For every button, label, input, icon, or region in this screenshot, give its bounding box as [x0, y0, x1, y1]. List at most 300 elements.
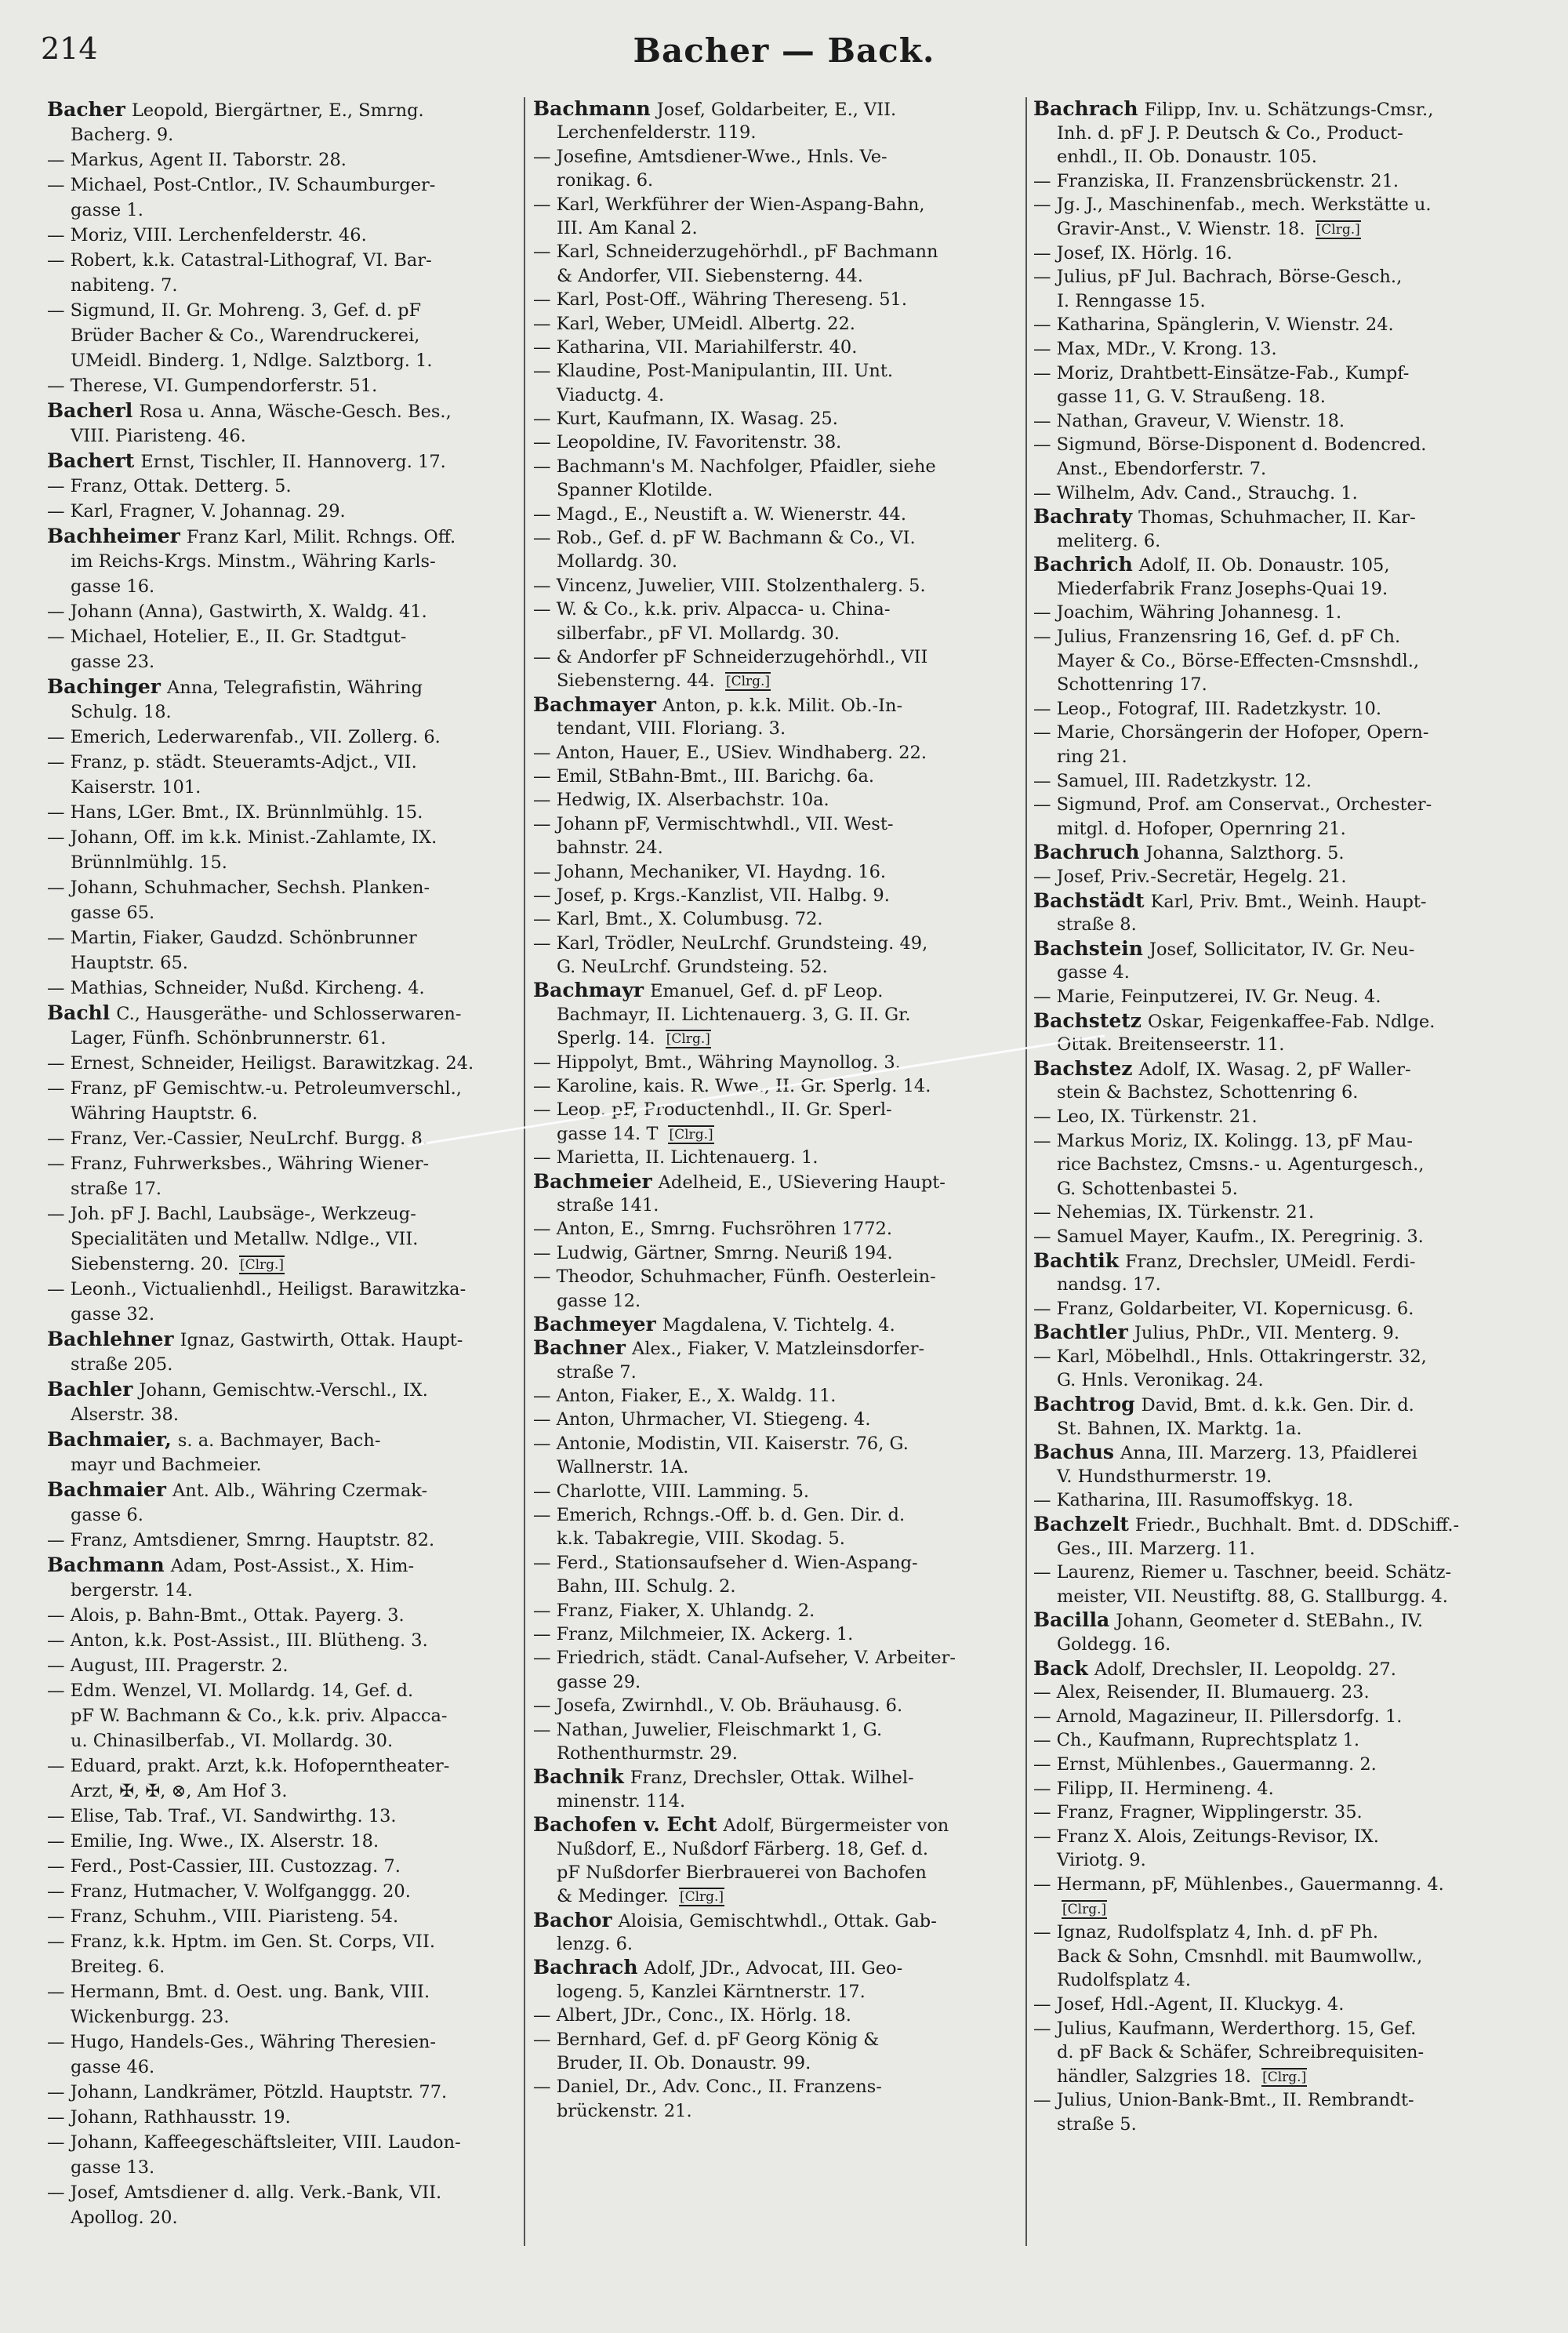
directory-line: Viaductg. 4.	[557, 384, 665, 405]
directory-line: Bachruch Johanna, Salzthorg. 5.	[1033, 841, 1345, 864]
directory-column-2	[533, 97, 1019, 2123]
directory-line: — Leo, IX. Türkenstr. 21.	[1033, 1106, 1258, 1127]
directory-line: — Martin, Fiaker, Gaudzd. Schönbrunner	[47, 928, 417, 948]
directory-line: gasse 14. T [Clrg.]	[557, 1123, 713, 1144]
directory-line: — Karl, Bmt., X. Columbusg. 72.	[533, 909, 823, 930]
surname-heading: Back	[1033, 1656, 1088, 1680]
directory-line: — Hugo, Handels-Ges., Währing Theresien-	[47, 2032, 437, 2052]
directory-line: — Anton, Fiaker, E., X. Waldg. 11.	[533, 1386, 837, 1407]
directory-line: — Kurt, Kaufmann, IX. Wasag. 25.	[533, 409, 838, 430]
directory-line: Bachstädt Karl, Priv. Bmt., Weinh. Haupt-	[1033, 889, 1427, 912]
directory-line: im Reichs-Krgs. Minstm., Währing Karls-	[71, 551, 436, 572]
directory-line: Mollardg. 30.	[557, 551, 678, 572]
surname-heading: Bachor	[533, 1908, 612, 1931]
directory-line: gasse 13.	[71, 2157, 155, 2178]
directory-line: Bachmayer Anton, p. k.k. Milit. Ob.-In-	[533, 692, 903, 716]
directory-line: — Alex, Reisender, II. Blumauerg. 23.	[1033, 1682, 1370, 1703]
directory-line: Bachner Alex., Fiaker, V. Matzleinsdorfer-	[533, 1336, 925, 1360]
directory-line: Bachzelt Friedr., Buchhalt. Bmt. d. DDSchiff.-	[1033, 1513, 1460, 1536]
clearing-badge: [Clrg.]	[666, 1031, 710, 1048]
directory-line: Bachler Johann, Gemischtw.-Verschl., IX.	[47, 1378, 428, 1401]
directory-line: — Alois, p. Bahn-Bmt., Ottak. Payerg. 3.	[47, 1605, 405, 1626]
directory-line: — Marie, Chorsängerin der Hofoper, Opern-	[1033, 722, 1429, 743]
directory-line: — Karl, Post-Off., Währing Thereseng. 51.	[533, 289, 907, 311]
surname-heading: Bachler	[47, 1378, 133, 1401]
directory-line: — Albert, JDr., Conc., IX. Hörlg. 18.	[533, 2005, 851, 2026]
directory-line: ring 21.	[1057, 747, 1127, 768]
directory-line: Lerchenfelderstr. 119.	[557, 122, 757, 144]
surname-heading: Bachstädt	[1033, 889, 1145, 912]
directory-line: Viriotg. 9.	[1057, 1850, 1146, 1871]
directory-line: — Franz, Milchmeier, IX. Ackerg. 1.	[533, 1624, 854, 1644]
directory-line: Rothenthurmstr. 29.	[557, 1742, 738, 1764]
directory-line: — Nehemias, IX. Türkenstr. 21.	[1033, 1202, 1315, 1223]
directory-line: Bachrich Adolf, II. Ob. Donaustr. 105,	[1033, 553, 1390, 576]
directory-line: Bacilla Johann, Geometer d. StEBahn., IV.	[1033, 1608, 1424, 1632]
directory-line: — Franziska, II. Franzensbrückenstr. 21.	[1033, 170, 1399, 191]
directory-line: straße 141.	[557, 1194, 659, 1216]
directory-line: — Hedwig, IX. Alserbachstr. 10a.	[533, 790, 829, 811]
directory-line: — Johann, Schuhmacher, Sechsh. Planken-	[47, 878, 430, 898]
column-divider	[1025, 97, 1027, 2246]
surname-heading: Bachus	[1033, 1441, 1114, 1464]
directory-line: — Daniel, Dr., Adv. Conc., II. Franzens-	[533, 2077, 882, 2098]
directory-line: Brünnlmühlg. 15.	[71, 852, 227, 873]
directory-line: — Franz, Fuhrwerksbes., Währing Wiener-	[47, 1154, 430, 1174]
directory-line: — Antonie, Modistin, VII. Kaiserstr. 76, G.	[533, 1433, 909, 1454]
directory-line: — Josef, Hdl.-Agent, II. Kluckyg. 4.	[1033, 1993, 1345, 2015]
directory-line: — Nathan, Graveur, V. Wienstr. 18.	[1033, 410, 1345, 431]
directory-line: Lager, Fünfh. Schönbrunnerstr. 61.	[71, 1028, 387, 1048]
directory-line: straße 7.	[557, 1361, 637, 1383]
directory-line: — Eduard, prakt. Arzt, k.k. Hofoperntheater-	[47, 1756, 450, 1776]
directory-line: — Katharina, Spänglerin, V. Wienstr. 24.	[1033, 314, 1394, 336]
surname-heading: Bachmeyer	[533, 1312, 656, 1335]
directory-line: — Hermann, pF, Mühlenbes., Gauermanng. 4.	[1033, 1873, 1444, 1895]
surname-heading: Bachrich	[1033, 553, 1133, 576]
directory-line: — Katharina, III. Rasumoffskyg. 18.	[1033, 1490, 1354, 1511]
directory-line: gasse 65.	[71, 903, 155, 923]
directory-line: — Ernest, Schneider, Heiligst. Barawitzkag. 24.	[47, 1053, 474, 1074]
directory-line: Bachmaier, s. a. Bachmayer, Bach-	[47, 1428, 381, 1451]
directory-line: G. Schottenbastei 5.	[1057, 1178, 1238, 1199]
directory-column-1	[47, 97, 521, 2230]
surname-heading: Bachmann	[47, 1554, 165, 1576]
directory-line: — Leonh., Victualienhdl., Heiligst. Barawitzka-	[47, 1279, 466, 1299]
directory-line: Bacherl Rosa u. Anna, Wäsche-Gesch. Bes.,	[47, 399, 452, 422]
directory-line: — Markus, Agent II. Taborstr. 28.	[47, 150, 347, 170]
directory-line: — Klaudine, Post-Manipulantin, III. Unt.	[533, 361, 894, 382]
directory-line: — Karl, Weber, UMeidl. Albertg. 22.	[533, 313, 855, 334]
directory-line: — Theodor, Schuhmacher, Fünfh. Oesterlein-	[533, 1266, 936, 1288]
clearing-badge: [Clrg.]	[1062, 1901, 1107, 1917]
directory-line: — Johann (Anna), Gastwirth, X. Waldg. 41.	[47, 601, 427, 622]
surname-heading: Bachmeier	[533, 1169, 652, 1193]
directory-line: Siebensterng. 20. [Clrg.]	[71, 1254, 285, 1274]
directory-line: Breiteg. 6.	[71, 1957, 165, 1977]
surname-heading: Bachmaier,	[47, 1428, 172, 1451]
directory-line: gasse 12.	[557, 1290, 641, 1311]
directory-line: Bachraty Thomas, Schuhmacher, II. Kar-	[1033, 505, 1416, 529]
directory-line: — Franz, pF Gemischtw.-u. Petroleumverschl.,	[47, 1078, 462, 1099]
directory-line: Bachmaier Ant. Alb., Währing Czermak-	[47, 1478, 428, 1501]
directory-line: gasse 4.	[1057, 962, 1130, 983]
directory-line: Bacher Leopold, Biergärtner, E., Smrng.	[47, 98, 424, 121]
directory-line: — Max, MDr., V. Krong. 13.	[1033, 338, 1277, 359]
directory-line: — Michael, Post-Cntlor., IV. Schaumburger-	[47, 175, 436, 195]
directory-line: III. Am Kanal 2.	[557, 217, 698, 238]
directory-line: — Ch., Kaufmann, Ruprechtsplatz 1.	[1033, 1730, 1360, 1751]
directory-line: — Julius, Franzensring 16, Gef. d. pF Ch.	[1033, 627, 1401, 648]
directory-line: Apollog. 20.	[71, 2208, 178, 2228]
directory-line: brückenstr. 21.	[557, 2100, 692, 2121]
directory-line: Inh. d. pF J. P. Deutsch & Co., Product-	[1057, 122, 1403, 144]
surname-heading: Bachl	[47, 1001, 111, 1024]
directory-line: Schottenring 17.	[1057, 674, 1207, 696]
directory-line: — Anton, Uhrmacher, VI. Stiegeng. 4.	[533, 1409, 871, 1430]
directory-line: — Ferd., Stationsaufseher d. Wien-Aspang-	[533, 1552, 918, 1573]
directory-line: logeng. 5, Kanzlei Kärntnerstr. 17.	[557, 1981, 866, 2002]
directory-line: Bachstein Josef, Sollicitator, IV. Gr. Neu-	[1033, 936, 1415, 960]
directory-line: — Leop. pF, Productenhdl., II. Gr. Sperl-	[533, 1099, 892, 1121]
directory-line: meliterg. 6.	[1057, 530, 1161, 551]
directory-line: — Franz, Ottak. Detterg. 5.	[47, 476, 292, 496]
directory-line: bahnstr. 24.	[557, 838, 663, 859]
directory-line: — Karl, Schneiderzugehörhdl., pF Bachmann	[533, 242, 938, 263]
directory-line: — Franz, Fiaker, X. Uhlandg. 2.	[533, 1600, 815, 1621]
surname-heading: Bachlehner	[47, 1328, 174, 1350]
directory-line: — Franz, Schuhm., VIII. Piaristeng. 54.	[47, 1906, 399, 1927]
directory-line: Bruder, II. Ob. Donaustr. 99.	[557, 2053, 811, 2074]
directory-line: — Karl, Möbelhdl., Hnls. Ottakringerstr. 32,	[1033, 1346, 1427, 1367]
directory-line: — Franz, k.k. Hptm. im Gen. St. Corps, VII.	[47, 1931, 435, 1952]
directory-line: lenzg. 6.	[557, 1934, 633, 1955]
directory-line: bergerstr. 14.	[71, 1580, 193, 1601]
directory-line: ronikag. 6.	[557, 170, 654, 191]
directory-line: — Therese, VI. Gumpendorferstr. 51.	[47, 376, 378, 396]
clearing-badge: [Clrg.]	[725, 674, 771, 690]
surname-heading: Bacilla	[1033, 1608, 1110, 1632]
directory-line: — Johann, Kaffeegeschäftsleiter, VIII. Laudon-	[47, 2132, 461, 2153]
directory-line: — Franz, p. städt. Steueramts-Adjct., VII.	[47, 752, 417, 772]
directory-line: — Jg. J., Maschinenfab., mech. Werkstätte u.	[1033, 194, 1432, 216]
directory-line: d. pF Back & Schäfer, Schreibrequisiten-	[1057, 2042, 1425, 2063]
directory-line: Goldegg. 16.	[1057, 1634, 1171, 1655]
clearing-badge: [Clrg.]	[679, 1889, 724, 1906]
directory-line: — Leop., Fotograf, III. Radetzkystr. 10.	[1033, 698, 1381, 719]
directory-line: Gravir-Anst., V. Wienstr. 18. [Clrg.]	[1057, 218, 1360, 239]
directory-line: Nußdorf, E., Nußdorf Färberg. 18, Gef. d.	[557, 1838, 929, 1859]
directory-line: — Samuel Mayer, Kaufm., IX. Peregrinig. 3.	[1033, 1226, 1424, 1247]
directory-line: Bachtrog David, Bmt. d. k.k. Gen. Dir. d.	[1033, 1393, 1414, 1416]
directory-line: G. Hnls. Veronikag. 24.	[1057, 1370, 1264, 1391]
directory-line: — Wilhelm, Adv. Cand., Strauchg. 1.	[1033, 482, 1358, 503]
directory-line: — Josef, p. Krgs.-Kanzlist, VII. Halbg. 9.	[533, 885, 890, 906]
directory-line: — Anton, k.k. Post-Assist., III. Blütheng. 3.	[47, 1630, 428, 1651]
directory-line: VIII. Piaristeng. 46.	[71, 426, 246, 446]
directory-line: UMeidl. Binderg. 1, Ndlge. Salztborg. 1.	[71, 351, 433, 371]
surname-heading: Bachtrog	[1033, 1393, 1135, 1416]
directory-line: — Franz, Hutmacher, V. Wolfganggg. 20.	[47, 1881, 411, 1902]
surname-heading: Bachstez	[1033, 1056, 1133, 1080]
surname-heading: Bachrach	[533, 1956, 638, 1979]
directory-line: — Bachmann's M. Nachfolger, Pfaidler, siehe	[533, 456, 936, 477]
surname-heading: Bachzelt	[1033, 1513, 1129, 1536]
directory-line: nabiteng. 7.	[71, 275, 178, 296]
directory-line: — Ludwig, Gärtner, Smrng. Neuriß 194.	[533, 1242, 893, 1263]
directory-line: — Moriz, Drahtbett-Einsätze-Fab., Kumpf-	[1033, 362, 1410, 383]
directory-line: meister, VII. Neustiftg. 88, G. Stallburgg. 4.	[1057, 1586, 1448, 1607]
directory-line: — Katharina, VII. Mariahilferstr. 40.	[533, 336, 858, 358]
surname-heading: Bachraty	[1033, 505, 1133, 529]
surname-heading: Bachnik	[533, 1765, 624, 1789]
directory-line: — Vincenz, Juwelier, VIII. Stolzenthalerg. 5.	[533, 575, 926, 596]
surname-heading: Bachstein	[1033, 936, 1143, 960]
surname-heading: Bachner	[533, 1336, 626, 1360]
directory-line: — Hermann, Bmt. d. Oest. ung. Bank, VIII.	[47, 1982, 430, 2002]
directory-line: G. NeuLrchf. Grundsteing. 52.	[557, 957, 828, 978]
directory-line: Ottak. Breitenseerstr. 11.	[1057, 1034, 1285, 1056]
directory-line: Schulg. 18.	[71, 702, 172, 722]
directory-line: gasse 46.	[71, 2057, 155, 2077]
directory-line: — Anton, E., Smrng. Fuchsröhren 1772.	[533, 1219, 893, 1240]
directory-line: — Franz, Goldarbeiter, VI. Kopernicusg. 6.	[1033, 1298, 1414, 1319]
directory-line: — Charlotte, VIII. Lamming. 5.	[533, 1481, 810, 1502]
directory-line: — Ernst, Mühlenbes., Gauermanng. 2.	[1033, 1753, 1377, 1775]
directory-line: — Anton, Hauer, E., USiev. Windhaberg. 22.	[533, 742, 927, 763]
page-number: 214	[41, 31, 98, 66]
surname-heading: Bachmaier	[47, 1478, 166, 1501]
directory-line: — Ignaz, Rudolfsplatz 4, Inh. d. pF Ph.	[1033, 1922, 1378, 1943]
directory-line: — Marie, Feinputzerei, IV. Gr. Neug. 4.	[1033, 986, 1381, 1007]
surname-heading: Bachtler	[1033, 1321, 1128, 1344]
surname-heading: Bacherl	[47, 399, 133, 422]
directory-line: Arzt, ✠, ✠, ⊗, Am Hof 3.	[71, 1781, 288, 1801]
directory-line: stein & Bachstez, Schottenring 6.	[1057, 1082, 1359, 1103]
directory-line: — Johann, Mechaniker, VI. Haydng. 16.	[533, 861, 887, 882]
column-divider	[524, 97, 525, 2246]
directory-line: Bachlehner Ignaz, Gastwirth, Ottak. Haupt-	[47, 1328, 463, 1350]
directory-line: Anst., Ebendorferstr. 7.	[1057, 458, 1267, 479]
directory-line: minenstr. 114.	[557, 1790, 686, 1812]
directory-line: Ges., III. Marzerg. 11.	[1057, 1538, 1255, 1559]
directory-line: gasse 29.	[557, 1671, 641, 1692]
directory-line: mayr und Bachmeier.	[71, 1455, 262, 1475]
directory-line: — Michael, Hotelier, E., II. Gr. Stadtgut-	[47, 627, 407, 647]
directory-line: Back & Sohn, Cmsnhdl. mit Baumwollw.,	[1057, 1946, 1423, 1967]
directory-line: — Ferd., Post-Cassier, III. Custozzag. 7.	[47, 1856, 401, 1877]
directory-line: St. Bahnen, IX. Marktg. 1a.	[1057, 1418, 1302, 1439]
directory-line: — Emerich, Rchngs.-Off. b. d. Gen. Dir. d.	[533, 1505, 906, 1526]
directory-column-3	[1033, 97, 1535, 2136]
clearing-badge: [Clrg.]	[1316, 221, 1360, 238]
page-title: Bacher — Back.	[633, 31, 935, 70]
directory-line: k.k. Tabakregie, VIII. Skodag. 5.	[557, 1528, 845, 1550]
directory-line: — Hans, LGer. Bmt., IX. Brünnlmühlg. 15.	[47, 802, 423, 823]
directory-line: — Arnold, Magazineur, II. Pillersdorfg. 1.	[1033, 1706, 1403, 1727]
directory-line: gasse 6.	[71, 1505, 143, 1525]
directory-line: silberfabr., pF VI. Mollardg. 30.	[557, 623, 840, 644]
directory-line: Bachtik Franz, Drechsler, UMeidl. Ferdi-	[1033, 1248, 1416, 1272]
directory-line: Bachnik Franz, Drechsler, Ottak. Wilhel-	[533, 1765, 914, 1789]
directory-line: — Magd., E., Neustift a. W. Wienerstr. 44.	[533, 503, 907, 525]
directory-line: Bachus Anna, III. Marzerg. 13, Pfaidlerei	[1033, 1441, 1417, 1464]
surname-heading: Bachrach	[1033, 97, 1138, 120]
directory-line: gasse 16.	[71, 576, 155, 597]
directory-line: tendant, VIII. Floriang. 3.	[557, 718, 786, 740]
directory-line: Bachrach Filipp, Inv. u. Schätzungs-Cmsr.,	[1033, 97, 1434, 120]
directory-line: — Nathan, Juwelier, Fleischmarkt 1, G.	[533, 1719, 883, 1740]
directory-line: Back Adolf, Drechsler, II. Leopoldg. 27.	[1033, 1656, 1396, 1680]
directory-line: Bachmann Adam, Post-Assist., X. Him-	[47, 1554, 415, 1576]
surname-heading: Bachert	[47, 449, 135, 472]
directory-line: Bachheimer Franz Karl, Milit. Rchngs. Off.	[47, 525, 456, 547]
directory-line: — Franz, Fragner, Wipplingerstr. 35.	[1033, 1802, 1363, 1823]
directory-line: Bachor Aloisia, Gemischtwhdl., Ottak. Gab-	[533, 1908, 937, 1931]
surname-heading: Bachmayr	[533, 979, 644, 1002]
directory-line: straße 5.	[1057, 2113, 1137, 2135]
directory-line: — Josef, Amtsdiener d. allg. Verk.-Bank, VII.	[47, 2182, 442, 2203]
directory-line	[1033, 1897, 1535, 1921]
directory-line: — Karoline, kais. R. Wwe., II. Gr. Sperlg. 14.	[533, 1076, 931, 1097]
directory-line: gasse 11, G. V. Straußeng. 18.	[1057, 387, 1326, 408]
directory-line: — Edm. Wenzel, VI. Mollardg. 14, Gef. d.	[47, 1681, 414, 1701]
directory-line: — Emil, StBahn-Bmt., III. Barichg. 6a.	[533, 765, 875, 787]
directory-line: mitgl. d. Hofoper, Opernring 21.	[1057, 818, 1346, 839]
directory-line: straße 205.	[71, 1354, 173, 1375]
directory-line: — & Andorfer pF Schneiderzugehörhdl., VII	[533, 646, 928, 667]
directory-line: Bachstez Adolf, IX. Wasag. 2, pF Waller-	[1033, 1056, 1411, 1080]
directory-line: u. Chinasilberfab., VI. Mollardg. 30.	[71, 1731, 394, 1751]
directory-line: — Laurenz, Riemer u. Taschner, beeid. Schätz-	[1033, 1562, 1452, 1583]
directory-line: & Andorfer, VII. Siebensterng. 44.	[557, 265, 863, 286]
directory-line: Mayer & Co., Börse-Effecten-Cmsnshdl.,	[1057, 650, 1419, 671]
directory-line: — Leopoldine, IV. Favoritenstr. 38.	[533, 432, 842, 453]
directory-line: — Johann, Off. im k.k. Minist.-Zahlamte, IX.	[47, 827, 437, 848]
directory-line: — Franz, Amtsdiener, Smrng. Hauptstr. 82.	[47, 1530, 435, 1550]
directory-line: Bachstetz Oskar, Feigenkaffee-Fab. Ndlge.	[1033, 1008, 1436, 1032]
directory-line: — Franz, Ver.-Cassier, NeuLrchf. Burgg. 8.	[47, 1128, 428, 1149]
directory-line: — Sigmund, Börse-Disponent d. Bodencred.	[1033, 434, 1427, 456]
surname-heading: Bachstetz	[1033, 1008, 1142, 1032]
directory-line: gasse 32.	[71, 1304, 155, 1325]
directory-line: — Karl, Werkführer der Wien-Aspang-Bahn,	[533, 194, 925, 215]
directory-line: — Joh. pF J. Bachl, Laubsäge-, Werkzeug-	[47, 1204, 416, 1224]
directory-line: — Samuel, III. Radetzkystr. 12.	[1033, 770, 1312, 791]
directory-line: Wickenburgg. 23.	[71, 2007, 230, 2027]
directory-line: — Rob., Gef. d. pF W. Bachmann & Co., VI.	[533, 528, 916, 549]
directory-line: Bachert Ernst, Tischler, II. Hannoverg. 17.	[47, 449, 446, 472]
surname-heading: Bachmann	[533, 97, 651, 120]
directory-line: Bachmann Josef, Goldarbeiter, E., VII.	[533, 97, 897, 120]
clearing-badge: [Clrg.]	[669, 1126, 713, 1143]
directory-line: I. Renngasse 15.	[1057, 290, 1206, 311]
directory-line: Miederfabrik Franz Josephs-Quai 19.	[1057, 578, 1388, 599]
directory-line: — Friedrich, städt. Canal-Aufseher, V. Arbeiter-	[533, 1648, 956, 1669]
directory-line: — Moriz, VIII. Lerchenfelderstr. 46.	[47, 225, 367, 245]
directory-line: & Medinger. [Clrg.]	[557, 1886, 724, 1907]
directory-line: rice Bachstez, Cmsns.- u. Agenturgesch.,	[1057, 1154, 1425, 1176]
directory-line: — Josef, IX. Hörlg. 16.	[1033, 242, 1232, 263]
directory-line: — Elise, Tab. Traf., VI. Sandwirthg. 13.	[47, 1806, 397, 1826]
directory-line: Bachtler Julius, PhDr., VII. Menterg. 9.	[1033, 1321, 1399, 1344]
directory-line: Kaiserstr. 101.	[71, 777, 201, 798]
directory-line: pF W. Bachmann & Co., k.k. priv. Alpacca-	[71, 1706, 448, 1726]
directory-line: — Julius, Kaufmann, Werderthorg. 15, Gef.	[1033, 2018, 1417, 2039]
directory-line: Wallnerstr. 1A.	[557, 1457, 689, 1478]
directory-line: Bachmayr, II. Lichtenauerg. 3, G. II. Gr.	[557, 1004, 911, 1025]
directory-line: — Sigmund, Prof. am Conservat., Orchester-	[1033, 794, 1432, 816]
directory-line: Währing Hauptstr. 6.	[71, 1103, 258, 1124]
directory-line: nandsg. 17.	[1057, 1274, 1161, 1296]
directory-line: Specialitäten und Metallw. Ndlge., VII.	[71, 1229, 419, 1249]
directory-line: — Robert, k.k. Catastral-Lithograf, VI. Bar-	[47, 250, 432, 271]
clearing-badge: [Clrg.]	[239, 1257, 285, 1273]
directory-line: — Emerich, Lederwarenfab., VII. Zollerg. 6.	[47, 727, 441, 747]
directory-line: händler, Salzgries 18. [Clrg.]	[1057, 2066, 1307, 2087]
directory-line: Bachrach Adolf, JDr., Advocat, III. Geo-	[533, 1956, 903, 1979]
directory-line: — Markus Moriz, IX. Kolingg. 13, pF Mau-	[1033, 1130, 1413, 1151]
directory-line: Sperlg. 14. [Clrg.]	[557, 1028, 710, 1049]
directory-line: V. Hundsthurmerstr. 19.	[1057, 1466, 1272, 1487]
directory-line: Bahn, III. Schulg. 2.	[557, 1576, 736, 1597]
directory-line: gasse 23.	[71, 652, 155, 672]
directory-line: Alserstr. 38.	[71, 1405, 180, 1425]
directory-line: Bachinger Anna, Telegrafistin, Währing	[47, 675, 423, 698]
directory-line: — Johann, Landkrämer, Pötzld. Hauptstr. 77.	[47, 2082, 448, 2102]
directory-line: — Johann pF, Vermischtwhdl., VII. West-	[533, 813, 894, 834]
directory-line: Bachl C., Hausgeräthe- und Schlosserwaren-	[47, 1001, 462, 1024]
directory-line: — Josefa, Zwirnhdl., V. Ob. Bräuhausg. 6.	[533, 1695, 903, 1717]
directory-line: — Julius, Union-Bank-Bmt., II. Rembrandt-	[1033, 2090, 1414, 2111]
directory-line: — Hippolyt, Bmt., Währing Maynollog. 3.	[533, 1052, 901, 1073]
directory-line: pF Nußdorfer Bierbrauerei von Bachofen	[557, 1862, 927, 1883]
surname-heading: Bachmayer	[533, 692, 656, 716]
directory-line: Rudolfsplatz 4.	[1057, 1970, 1191, 1991]
directory-line: — Julius, pF Jul. Bachrach, Börse-Gesch.,	[1033, 267, 1403, 288]
directory-line: enhdl., II. Ob. Donaustr. 105.	[1057, 147, 1317, 168]
directory-line: — Franz X. Alois, Zeitungs-Revisor, IX.	[1033, 1826, 1379, 1847]
directory-line: straße 17.	[71, 1179, 162, 1199]
directory-line: — Sigmund, II. Gr. Mohreng. 3, Gef. d. pF	[47, 300, 422, 321]
directory-line: Hauptstr. 65.	[71, 953, 188, 973]
directory-line: Siebensterng. 44. [Clrg.]	[557, 670, 771, 692]
directory-line: — Josef, Priv.-Secretär, Hegelg. 21.	[1033, 867, 1347, 887]
directory-line: Brüder Bacher & Co., Warendruckerei,	[71, 325, 420, 346]
directory-line: — Josefine, Amtsdiener-Wwe., Hnls. Ve-	[533, 146, 887, 167]
clearing-badge: [Clrg.]	[1262, 2069, 1307, 2085]
directory-line: — Filipp, II. Hermineng. 4.	[1033, 1778, 1274, 1799]
directory-line: Bacherg. 9.	[71, 125, 174, 145]
surname-heading: Bachruch	[1033, 841, 1140, 864]
directory-line: — Marietta, II. Lichtenauerg. 1.	[533, 1147, 818, 1168]
directory-line: — Karl, Fragner, V. Johannag. 29.	[47, 501, 346, 521]
surname-heading: Bachheimer	[47, 525, 180, 547]
directory-line: — Emilie, Ing. Wwe., IX. Alserstr. 18.	[47, 1831, 379, 1852]
directory-line: — Joachim, Währing Johannesg. 1.	[1033, 602, 1342, 623]
directory-line: Bachofen v. Echt Adolf, Bürgermeister von	[533, 1813, 949, 1837]
directory-line: Bachmeier Adelheid, E., USievering Haupt-	[533, 1169, 946, 1193]
directory-line: — Mathias, Schneider, Nußd. Kircheng. 4.	[47, 978, 425, 998]
directory-line: straße 8.	[1057, 914, 1137, 936]
surname-heading: Bachinger	[47, 675, 161, 698]
directory-line: — W. & Co., k.k. priv. Alpacca- u. China-	[533, 599, 891, 620]
directory-line: Bachmeyer Magdalena, V. Tichtelg. 4.	[533, 1312, 895, 1335]
directory-line: Bachmayr Emanuel, Gef. d. pF Leop.	[533, 979, 884, 1002]
directory-line: gasse 1.	[71, 200, 143, 220]
directory-line: — Karl, Trödler, NeuLrchf. Grundsteing. 49,	[533, 932, 928, 954]
directory-line: — Johann, Rathhausstr. 19.	[47, 2107, 291, 2128]
